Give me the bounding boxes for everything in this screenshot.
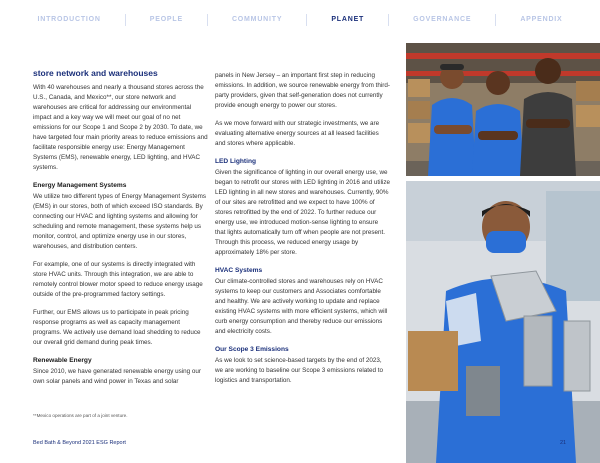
section-heading: store network and warehouses: [33, 68, 158, 78]
nav-item-people[interactable]: PEOPLE: [125, 14, 207, 26]
led-paragraph: Given the significance of lighting in our overall energy use, we began to retrofit our stores with LED lighting in 2016 and utilize LED lighting in all new stores and warehouses. Currently, 90% of our sites are retrofitted and we expect to have 100% of stores retrofitted by the end of 2022. To further reduce our energy use, we introduced motion-sense lighting to ensure that lights automatically turn off when people are not present. Through this process, we reduced energy usage by approximately 18% per store.: [215, 169, 391, 256]
ems-paragraph-1: We utilize two different types of Energy Management Systems (EMS) in our stores, both of which exceed ISO standards. By connecting our HVAC and lighting systems and allowing for scheduling and remote management, these systems help us monitor, control, and optimize energy use in our stores, warehouses, and distribution centers.: [33, 193, 207, 250]
hvac-paragraph: Our climate-controlled stores and warehouses rely on HVAC systems to keep our customers and Associates comfortable and healthy. We are actively working to update and replace existing HVAC systems with more efficient systems, which will curb energy consumption and thereby reduce our emissions and electricity costs.: [215, 278, 388, 335]
ems-paragraph-2: For example, one of our systems is directly integrated with store HVAC units. Through this integration, we are able to remotely control blower motor speed to reduce energy usage outside of the pre-programmed factory settings.: [33, 261, 203, 298]
renewable-paragraph-1-continued: panels in New Jersey – an important first step in reducing emissions. In addition, we source renewable energy from third-party providers, given that self-generation does not currently provide enough energy to power our stores.: [215, 72, 390, 109]
associate-holding-grater-photo: [406, 181, 600, 463]
led-heading: LED Lighting: [215, 158, 257, 165]
nav-item-governance[interactable]: GOVERNANCE: [388, 14, 495, 26]
scope3-paragraph: As we look to set science-based targets by the end of 2023, we are working to baseline our Scope 3 emissions related to logistics and transportation.: [215, 357, 384, 384]
ems-paragraph-3: Further, our EMS allows us to participate in peak pricing response programs as well as capacity management programs. We actively use demand load shedding to reduce our overall grid demand during peak times.: [33, 309, 201, 346]
footnote: **Mexico operations are part of a joint venture.: [33, 413, 128, 418]
warehouse-associates-photo: [406, 43, 600, 176]
scope3-heading: Our Scope 3 Emissions: [215, 346, 289, 353]
nav-item-community[interactable]: COMMUNITY: [207, 14, 306, 26]
top-navigation: [0, 0, 600, 40]
page-number: 21: [560, 440, 567, 446]
nav-item-introduction[interactable]: INTRODUCTION: [37, 16, 101, 23]
report-title-footer: Bed Bath & Beyond 2021 ESG Report: [33, 440, 126, 446]
renewable-heading: Renewable Energy: [33, 357, 92, 364]
renewable-paragraph-1: Since 2010, we have generated renewable energy using our own solar panels and wind power in Texas and solar: [33, 368, 202, 385]
nav-item-appendix[interactable]: APPENDIX: [495, 14, 586, 26]
hvac-heading: HVAC Systems: [215, 267, 263, 274]
left-column: [33, 68, 208, 395]
intro-paragraph: With 40 warehouses and nearly a thousand stores across the U.S., Canada, and Mexico**, our store network and warehouses are critical for addressing our environmental impact and a key way we will meet our goal of no net emissions for our Scope 1 and Scope 2 by 2030. To date, we have targeted four main priority areas to reduce emissions and facilitate responsible energy use: Energy Management Systems (EMS), renewable energy, LED lighting, and HVAC systems.: [33, 84, 208, 171]
middle-column: [215, 71, 390, 394]
renewable-paragraph-2: As we move forward with our strategic investments, we are evaluating alternative energy sources at all leased facilities and stores where applicable.: [215, 120, 380, 147]
ems-heading: Energy Management Systems: [33, 182, 127, 189]
nav-item-planet[interactable]: PLANET: [306, 14, 388, 26]
